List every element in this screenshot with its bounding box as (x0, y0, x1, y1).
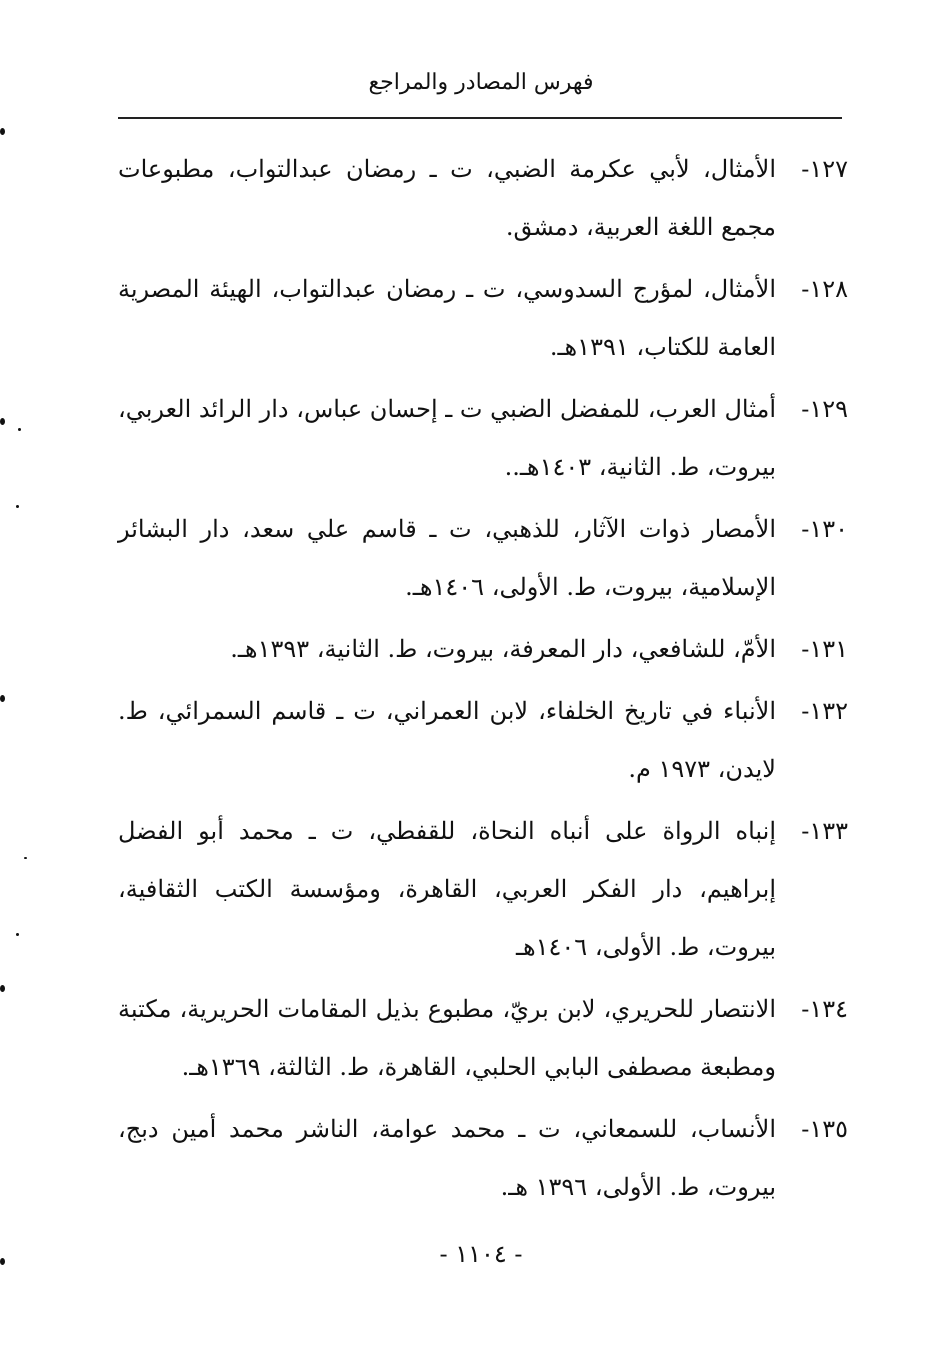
scan-speck (18, 428, 21, 431)
entry-number: ١٣٥- (801, 1115, 848, 1143)
entry-number: ١٢٩- (801, 395, 848, 423)
entry-number: ١٣٢- (801, 697, 848, 725)
scan-speck (0, 695, 5, 702)
scan-speck (0, 418, 5, 425)
bibliography-list (118, 140, 848, 1220)
bibliography-entry (118, 140, 848, 256)
bibliography-entry (118, 1100, 848, 1216)
entry-text: الأمثال، لأبي عكرمة الضبي، ت ـ رمضان عبدالتواب، مطبوعات مجمع اللغة العربية، دمشق. (118, 155, 776, 241)
scan-speck (0, 1258, 5, 1265)
running-header: فهرس المصادر والمراجع (368, 70, 594, 95)
bibliography-entry (118, 620, 848, 678)
scan-speck (0, 985, 5, 992)
entry-text: إنباه الرواة على أنباه النحاة، للقفطي، ت ـ محمد أبو الفضل إبراهيم، دار الفكر العربي، القاهرة، ومؤسسة الكتب الثقافية، بيروت، ط. الأولى، ١٤٠٦هـ (118, 817, 776, 961)
entry-number: ١٣٤- (801, 995, 848, 1023)
page-number: - ١١٠٤ - (439, 1240, 523, 1268)
entry-number: ١٣٠- (801, 515, 848, 543)
bibliography-entry (118, 380, 848, 496)
entry-number: ١٣١- (801, 635, 848, 663)
entry-text: الأمصار ذوات الآثار، للذهبي، ت ـ قاسم علي سعد، دار البشائر الإسلامية، بيروت، ط. الأولى، ١٤٠٦هـ. (118, 515, 776, 601)
entry-text: أمثال العرب، للمفضل الضبي ت ـ إحسان عباس، دار الرائد العربي، بيروت، ط. الثانية، ١٤٠٣هـ.. (118, 395, 776, 481)
entry-text: الأمثال، لمؤرج السدوسي، ت ـ رمضان عبدالتواب، الهيئة المصرية العامة للكتاب، ١٣٩١هـ. (118, 275, 776, 361)
scan-speck (16, 505, 19, 508)
scan-speck (24, 857, 27, 859)
entry-text: الأمّ، للشافعي، دار المعرفة، بيروت، ط. الثانية، ١٣٩٣هـ. (230, 635, 776, 663)
scan-speck (16, 933, 19, 936)
scan-speck (0, 128, 5, 135)
bibliography-entry (118, 260, 848, 376)
bibliography-entry (118, 500, 848, 616)
entry-number: ١٢٨- (801, 275, 848, 303)
entry-number: ١٢٧- (801, 155, 848, 183)
entry-text: الأنساب، للسمعاني، ت ـ محمد عوامة، الناشر محمد أمين دبج، بيروت، ط. الأولى، ١٣٩٦ هـ. (118, 1115, 776, 1201)
entry-text: الأنباء في تاريخ الخلفاء، لابن العمراني، ت ـ قاسم السمرائي، ط. لايدن، ١٩٧٣ م. (118, 697, 776, 783)
entry-text: الانتصار للحريري، لابن بريّ، مطبوع بذيل المقامات الحريرية، مكتبة ومطبعة مصطفى البابي الحلبي، القاهرة، ط. الثالثة، ١٣٦٩هـ. (118, 995, 776, 1081)
entry-number: ١٣٣- (801, 817, 848, 845)
bibliography-entry (118, 980, 848, 1096)
bibliography-entry (118, 682, 848, 798)
bibliography-entry (118, 802, 848, 976)
header-rule (118, 117, 842, 119)
